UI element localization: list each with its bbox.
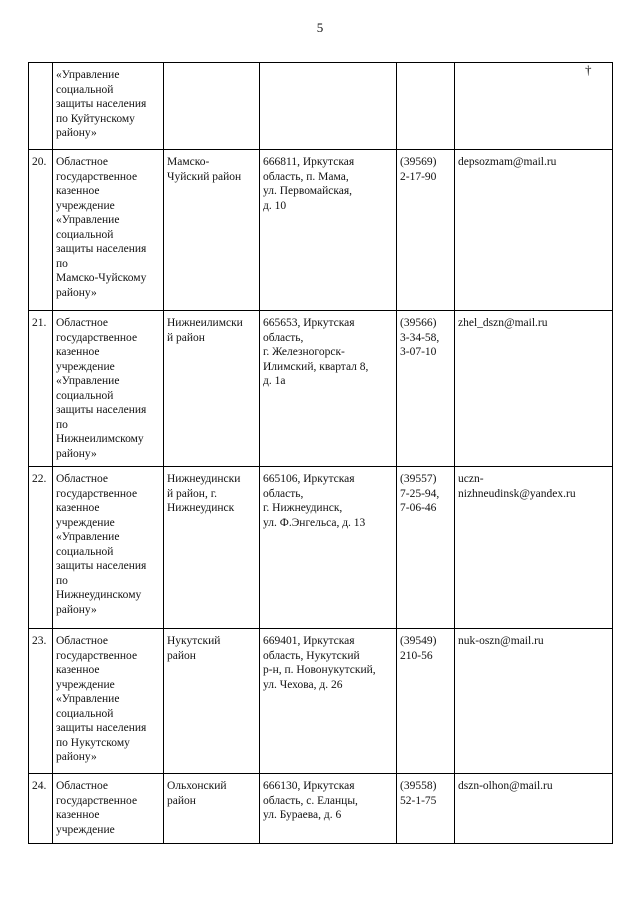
phone: (39566) 3-34-58, 3-07-10 [397,311,455,467]
row-number: 24. [29,774,53,844]
row-number [29,63,53,150]
email: zhel_dszn@mail.ru [455,311,613,467]
phone: (39569) 2-17-90 [397,150,455,311]
table-row [29,150,613,311]
phone: (39557) 7-25-94, 7-06-46 [397,467,455,629]
row-number: 23. [29,629,53,774]
organization-name: «Управление социальной защиты населения по Куйтунскому району» [53,63,164,150]
district-name: Нижнеилимски й район [164,311,260,467]
district-name [164,63,260,150]
district-name: Мамско- Чуйский район [164,150,260,311]
organization-name: Областное государственное казенное учреждение «Управление социальной защиты населения по Нукутскому району» [53,629,164,774]
address [260,63,397,150]
page-marker: † [585,62,592,77]
row-number: 21. [29,311,53,467]
address: 666130, Иркутская область, с. Еланцы, ул. Бураева, д. 6 [260,774,397,844]
organization-name: Областное государственное казенное учреждение [53,774,164,844]
page-number: 5 [316,20,324,35]
address: 669401, Иркутская область, Нукутский р-н, п. Новонукутский, ул. Чехова, д. 26 [260,629,397,774]
email: dszn-olhon@mail.ru [455,774,613,844]
table-row [29,63,613,150]
email: uczn- nizhneudinsk@yandex.ru [455,467,613,629]
email [455,63,613,150]
institutions-table [28,62,613,844]
phone: (39558) 52-1-75 [397,774,455,844]
email: nuk-oszn@mail.ru [455,629,613,774]
phone: (39549) 210-56 [397,629,455,774]
row-number: 22. [29,467,53,629]
table-row [29,629,613,774]
organization-name: Областное государственное казенное учреждение «Управление социальной защиты населения по Нижнеудинскому району» [53,467,164,629]
email: depsozmam@mail.ru [455,150,613,311]
table-row [29,311,613,467]
organization-name: Областное государственное казенное учреждение «Управление социальной защиты населения по Мамско-Чуйскому району» [53,150,164,311]
row-number: 20. [29,150,53,311]
phone [397,63,455,150]
address: 666811, Иркутская область, п. Мама, ул. Первомайская, д. 10 [260,150,397,311]
table-row [29,467,613,629]
address: 665653, Иркутская область, г. Железногорск- Илимский, квартал 8, д. 1а [260,311,397,467]
organization-name: Областное государственное казенное учреждение «Управление социальной защиты населения по Нижнеилимскому району» [53,311,164,467]
district-name: Ольхонский район [164,774,260,844]
district-name: Нукутский район [164,629,260,774]
address: 665106, Иркутская область, г. Нижнеудинск, ул. Ф.Энгельса, д. 13 [260,467,397,629]
district-name: Нижнеудински й район, г. Нижнеудинск [164,467,260,629]
table-row [29,774,613,844]
